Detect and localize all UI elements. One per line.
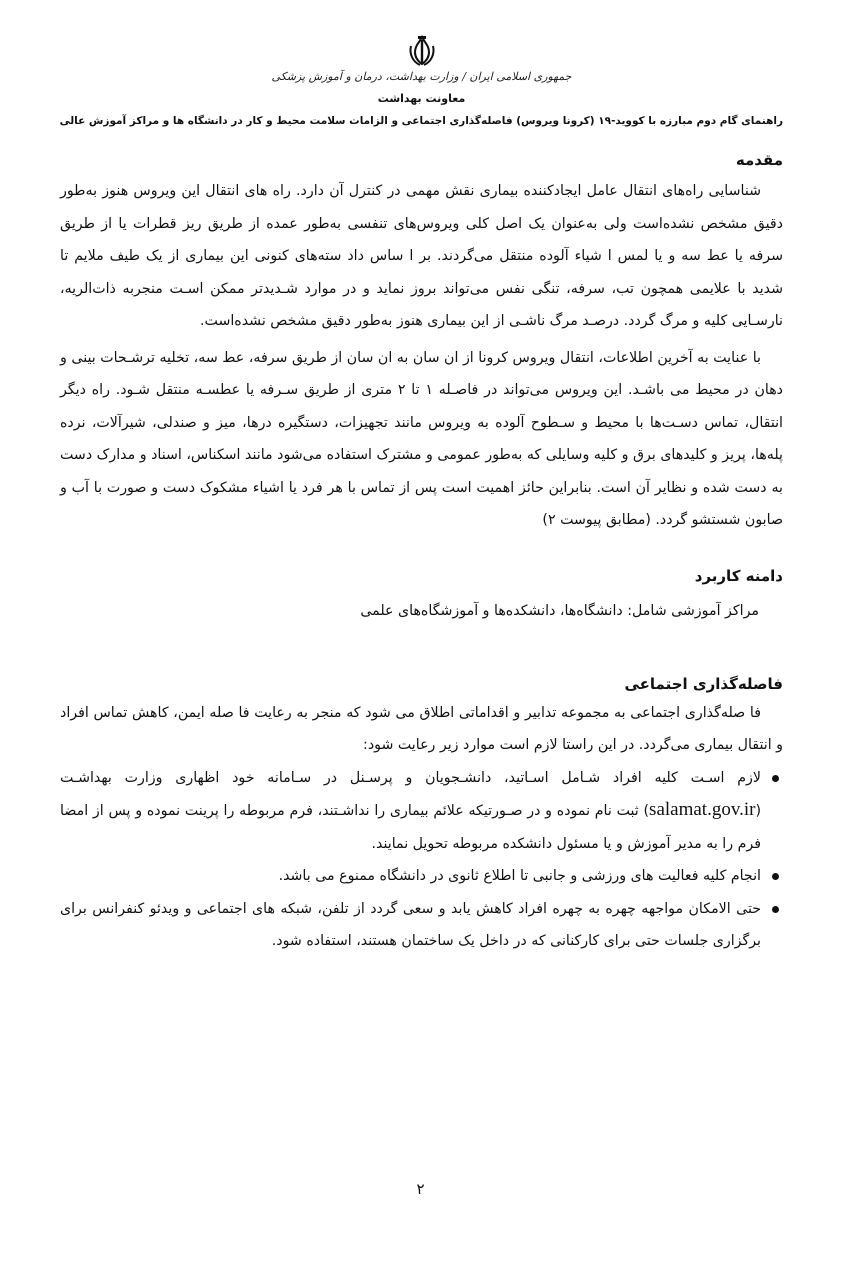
list-item	[60, 762, 783, 861]
list-item	[60, 893, 783, 958]
bullet-1-text-start: لازم اسـت کلیه افراد شـامل اسـاتید، دانشـجویان و پرسـنل در سـامانه خود اظهاری وزارت بهداشـت (	[60, 769, 761, 819]
bullet-icon	[772, 906, 779, 913]
bullet-icon	[772, 873, 779, 880]
deputy-title: معاونت بهداشت	[377, 92, 466, 105]
page-number: ۲	[416, 1180, 425, 1198]
social-distancing-paragraph: فا صله‌گذاری اجتماعی به مجموعه تدابیر و اقداماتی اطلاق می شود که منجر به رعایت فا صله ایمن، کاهش تماس افراد و انتقال بیماری می‌گردد. در این راستا لازم است موارد زیر رعایت شود:	[60, 704, 783, 753]
iran-emblem-icon	[405, 34, 439, 68]
list-item	[60, 860, 783, 893]
guide-title: راهنمای گام دوم مبارزه با کووید-۱۹ (کرونا ویروس) فاصله‌گذاری اجتماعی و الزامات سلامت محیط و کار در دانشگاه ها و مراکز آموزش عالی	[59, 115, 783, 127]
scope-heading: دامنه کاربرد	[694, 566, 783, 585]
letterhead	[60, 0, 783, 127]
intro-paragraph-2: با عنایت به آخرین اطلاعات، انتقال ویروس کرونا از ان سان به ان سان از طریق سرفه، عط سه، تخلیه ترشـحات بینی و دهان در محیط می باشـد. این ویروس می‌تواند در فاصـله ۱ تا ۲ متری از طریق سـرفه یا عطسـه منتقل شـود. راه دیگر انتقال، تماس دسـت‌ها با محیط و سـطوح آلوده به ویروس مانند تجهیزات، دستگیره درها، میز و صندلی، شیرآلات، نرده پله‌ها، پریز و کلیدهای برق و کلیه وسایلی که به‌طور عمومی و مشترک استفاده می‌شود مانند اسکناس، اسناد و مدارک دست به دست شده و نظایر آن است. بنابراین حائز اهمیت است پس از تماس با هر فرد یا اشیاء مشکوک دست و صورت با آب و صابون شستشو گردد. (مطابق پیوست ۲)	[60, 349, 783, 528]
bullet-icon	[772, 775, 779, 782]
measures-list	[60, 762, 783, 958]
intro-heading: مقدمه	[735, 151, 783, 169]
bullet-1-text-end: ) ثبت نام نموده و در صـورتیکه علائم بیماری را نداشـتند، فرم مربوطه را پرینت نموده و پس از امضا فرم را به مدیر آموزش و یا مسئول دانشکده مربوطه تحویل نمایند.	[60, 803, 761, 852]
bullet-3-text: حتی الامکان مواجهه چهره به چهره افراد کاهش یابد و سعی گردد از تلفن، شبکه های اجتماعی و ویدئو کنفرانس برای برگزاری جلسات حتی برای کارکنانی که در داخل یک ساختمان هستند، استفاده شود.	[60, 900, 761, 949]
ministry-signature: جمهوری اسلامی ایران / وزارت بهداشت، درمان و آموزش پزشکی	[271, 70, 572, 83]
scope-text: مراکز آموزشی شامل: دانشگاه‌ها، دانشکده‌ها و آموزشگاه‌های علمی	[360, 602, 759, 619]
salamat-link[interactable]: salamat.gov.ir	[649, 799, 756, 820]
social-distancing-heading: فاصله‌گذاری اجتماعی	[624, 674, 783, 693]
bullet-2-text: انجام کلیه فعالیت های ورزشی و جانبی تا اطلاع ثانوی در دانشگاه ممنوع می باشد.	[278, 868, 761, 884]
intro-paragraph-1: شناسایی راه‌های انتقال عامل ایجادکننده بیماری نقش مهمی در کنترل آن دارد. راه های انتقال این ویروس هنوز به‌طور دقیق مشخص نشده‌است ولی به‌عنوان یک اصل کلی ویروس‌های تنفسی به‌طور عمده از طریق ریز قطرات یا از طریق سرفه یا عط سه و یا لمس ا شیاء آلوده منتقل می‌گردند. بر ا ساس داد سته‌های کنونی این بیماری از یک طیف ملایم تا شدید با علایمی همچون تب، سرفه، تنگی نفس می‌تواند بروز نماید و در موارد شـدیدتر ممکن اسـت منجربه ذات‌الریه، نارسـایی کلیه و مرگ گردد. درصـد مرگ ناشـی از این بیماری هنوز به‌طور دقیق مشخص نشده‌است.	[60, 183, 783, 329]
